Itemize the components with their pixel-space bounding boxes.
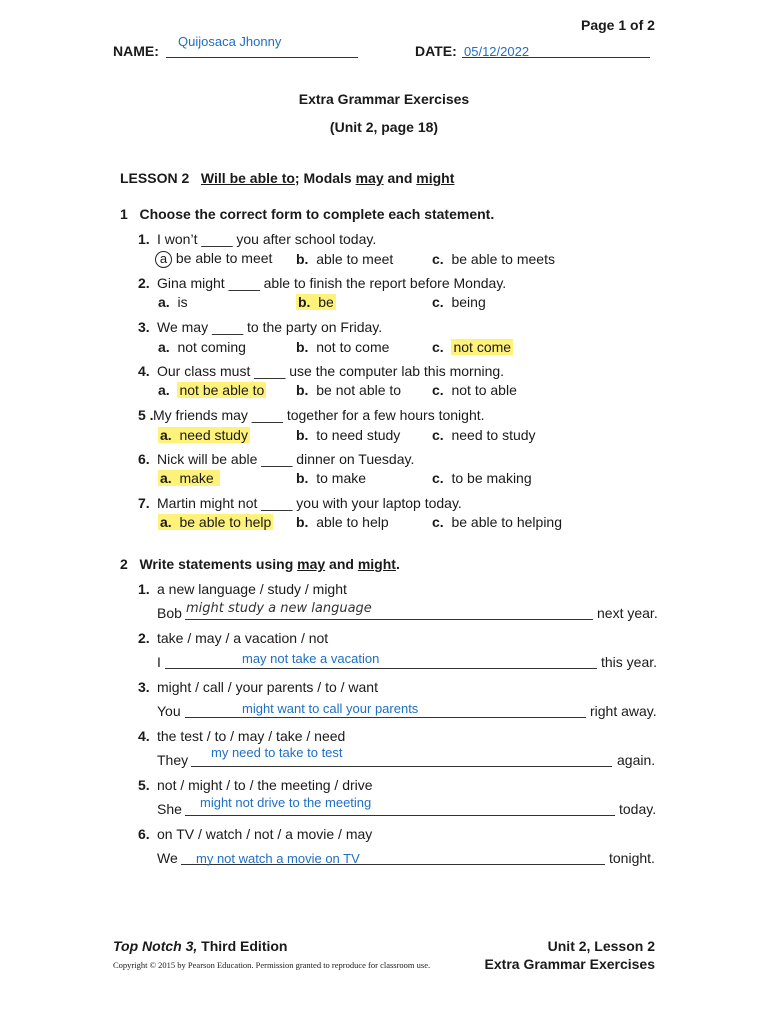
option-letter: c. xyxy=(432,470,444,486)
option-letter: a. xyxy=(160,427,172,443)
w5-number: 5. xyxy=(138,777,150,793)
w3-subject: You xyxy=(157,703,181,719)
q3-stem: We may ____ to the party on Friday. xyxy=(157,319,383,335)
option-letter: b. xyxy=(296,251,309,267)
w2-number: 2. xyxy=(138,630,150,646)
q5-option-a[interactable] xyxy=(158,427,250,443)
exercise-2-number: 2 xyxy=(120,556,128,572)
lesson-heading xyxy=(120,170,454,186)
w4-end: again. xyxy=(617,752,656,768)
q5-option-b-text: to need study xyxy=(316,427,401,443)
name-label: NAME: xyxy=(113,43,159,59)
q2-option-c[interactable] xyxy=(432,294,486,310)
q5-option-c[interactable] xyxy=(432,427,536,443)
q4-option-a[interactable] xyxy=(158,382,266,398)
w1-answer[interactable]: might study a new language xyxy=(186,601,372,616)
q7-option-a[interactable] xyxy=(158,514,273,530)
q4-option-c-text: not to able xyxy=(451,382,517,398)
option-letter: c. xyxy=(432,382,444,398)
q1-option-c[interactable] xyxy=(432,251,555,267)
q3-option-a-text: not coming xyxy=(177,339,246,355)
lesson-might: might xyxy=(416,170,455,186)
answer-circle: a xyxy=(155,251,172,268)
q5-stem: My friends may ____ together for a few hours tonight. xyxy=(153,407,485,423)
q1-option-a-text: be able to meet xyxy=(175,250,273,266)
footer-section: Extra Grammar Exercises xyxy=(484,956,655,972)
exercise-1-number: 1 xyxy=(120,206,128,222)
option-letter: b. xyxy=(296,427,309,443)
option-letter: b. xyxy=(296,470,309,486)
page-title: Extra Grammar Exercises xyxy=(298,91,470,107)
q3-number: 3. xyxy=(138,319,150,335)
q2-option-b-text: be xyxy=(318,294,334,310)
q5-option-a-text: need study xyxy=(179,427,248,443)
w4-answer[interactable]: my need to take to test xyxy=(211,745,343,760)
w3-answer-line xyxy=(185,717,586,718)
w6-number: 6. xyxy=(138,826,150,842)
q3-option-c-text: not come xyxy=(453,339,512,355)
q7-option-a-text: be able to help xyxy=(179,514,272,530)
option-letter: b. xyxy=(296,339,309,355)
w3-prompt: might / call / your parents / to / want xyxy=(157,679,378,695)
option-letter: c. xyxy=(432,294,444,310)
w2-subject: I xyxy=(157,654,161,670)
option-letter: a. xyxy=(158,382,170,398)
w3-answer[interactable]: might want to call your parents xyxy=(242,701,419,716)
w4-answer-line xyxy=(191,766,612,767)
q1-option-a[interactable] xyxy=(155,250,272,268)
name-line xyxy=(166,57,358,58)
option-letter: c. xyxy=(432,514,444,530)
q6-option-a-text: make xyxy=(179,470,214,486)
page-number: Page 1 of 2 xyxy=(581,17,655,33)
option-letter: b. xyxy=(296,382,309,398)
option-letter: a. xyxy=(160,514,172,530)
lesson-prefix: LESSON 2 xyxy=(120,170,190,186)
q5-option-c-text: need to study xyxy=(451,427,536,443)
footer-unit: Unit 2, Lesson 2 xyxy=(547,938,655,954)
w6-subject: We xyxy=(157,850,178,866)
name-value[interactable]: Quijosaca Jhonny xyxy=(178,34,282,49)
q6-option-c-text: to be making xyxy=(451,470,532,486)
q7-stem: Martin might not ____ you with your laptop today. xyxy=(157,495,462,511)
q2-option-a-text: is xyxy=(177,294,188,310)
w5-answer[interactable]: might not drive to the meeting xyxy=(200,795,372,810)
page-subtitle: (Unit 2, page 18) xyxy=(329,119,439,135)
ex2-may: may xyxy=(297,556,326,572)
q7-option-b-text: able to help xyxy=(316,514,389,530)
q7-number: 7. xyxy=(138,495,150,511)
w1-number: 1. xyxy=(138,581,150,597)
lesson-and: and xyxy=(383,170,417,186)
exercise-1-heading xyxy=(120,206,494,222)
w2-end: this year. xyxy=(601,654,658,670)
exercise-1-instruction: Choose the correct form to complete each statement. xyxy=(139,206,495,222)
w5-end: today. xyxy=(619,801,657,817)
q6-option-b[interactable] xyxy=(296,470,366,486)
footer-book-title: Top Notch 3, xyxy=(113,938,198,954)
option-letter: c. xyxy=(432,339,444,355)
w3-number: 3. xyxy=(138,679,150,695)
w2-answer-line xyxy=(165,668,597,669)
w1-end: next year. xyxy=(597,605,658,621)
w4-prompt: the test / to / may / take / need xyxy=(157,728,346,744)
w1-subject: Bob xyxy=(157,605,182,621)
option-letter: b. xyxy=(298,294,311,310)
q3-option-a[interactable] xyxy=(158,339,246,355)
q1-number: 1. xyxy=(138,231,150,247)
w2-prompt: take / may / a vacation / not xyxy=(157,630,329,646)
q7-option-b[interactable] xyxy=(296,514,389,530)
ex2-and: and xyxy=(325,556,358,572)
q7-option-c-text: be able to helping xyxy=(451,514,563,530)
q6-option-b-text: to make xyxy=(316,470,367,486)
option-letter: a. xyxy=(160,470,172,486)
w5-answer-line xyxy=(185,815,615,816)
q6-option-c[interactable] xyxy=(432,470,532,486)
q6-stem: Nick will be able ____ dinner on Tuesday. xyxy=(157,451,415,467)
option-letter: a. xyxy=(158,294,170,310)
q2-stem: Gina might ____ able to finish the report before Monday. xyxy=(157,275,507,291)
w5-prompt: not / might / to / the meeting / drive xyxy=(157,777,373,793)
w1-answer-line xyxy=(185,619,593,620)
w5-subject: She xyxy=(157,801,182,817)
q2-option-c-text: being xyxy=(451,294,486,310)
footer-copyright: Copyright © 2015 by Pearson Education. Permission granted to reproduce for classroom use. xyxy=(113,960,431,970)
w2-answer[interactable]: may not take a vacation xyxy=(242,651,380,666)
ex2-period: . xyxy=(395,556,400,572)
footer-book xyxy=(113,938,287,954)
q4-option-c[interactable] xyxy=(432,382,517,398)
q7-option-c[interactable] xyxy=(432,514,562,530)
exercise-2-heading xyxy=(120,556,400,572)
w6-answer[interactable]: my not watch a movie on TV xyxy=(196,851,360,866)
q4-number: 4. xyxy=(138,363,150,379)
lesson-topic-1: Will be able to xyxy=(200,170,295,186)
w3-end: right away. xyxy=(590,703,657,719)
w6-end: tonight. xyxy=(609,850,655,866)
q3-option-b-text: not to come xyxy=(316,339,390,355)
option-letter: c. xyxy=(432,251,444,267)
q1-option-b[interactable] xyxy=(296,251,393,267)
lesson-may: may xyxy=(355,170,384,186)
date-label: DATE: xyxy=(415,43,457,59)
q5-option-b[interactable] xyxy=(296,427,400,443)
q3-option-b[interactable] xyxy=(296,339,389,355)
ex2-might: might xyxy=(357,556,396,572)
option-letter: a. xyxy=(158,339,170,355)
w6-prompt: on TV / watch / not / a movie / may xyxy=(157,826,373,842)
w4-subject: They xyxy=(157,752,189,768)
w1-prompt: a new language / study / might xyxy=(157,581,347,597)
option-letter: b. xyxy=(296,514,309,530)
q4-option-a-text: not be able to xyxy=(179,382,265,398)
date-value[interactable]: 05/12/2022 xyxy=(464,44,530,59)
q1-option-c-text: be able to meets xyxy=(451,251,555,267)
w4-number: 4. xyxy=(138,728,150,744)
footer-edition: Third Edition xyxy=(197,938,288,954)
q1-stem: I won’t ____ you after school today. xyxy=(157,231,377,247)
q5-number: 5 . xyxy=(138,407,154,423)
q2-option-a[interactable] xyxy=(158,294,188,310)
q6-option-a[interactable] xyxy=(158,470,220,486)
q1-option-b-text: able to meet xyxy=(316,251,394,267)
option-letter: c. xyxy=(432,427,444,443)
q3-option-c[interactable] xyxy=(432,339,513,355)
q4-stem: Our class must ____ use the computer lab this morning. xyxy=(157,363,505,379)
exercise-2-instruction: Write statements using xyxy=(139,556,298,572)
q4-option-b-text: be not able to xyxy=(316,382,402,398)
q2-number: 2. xyxy=(138,275,150,291)
q6-number: 6. xyxy=(138,451,150,467)
q4-option-b[interactable] xyxy=(296,382,401,398)
q2-option-b[interactable] xyxy=(296,294,336,310)
lesson-topic-2: ; Modals xyxy=(294,170,356,186)
